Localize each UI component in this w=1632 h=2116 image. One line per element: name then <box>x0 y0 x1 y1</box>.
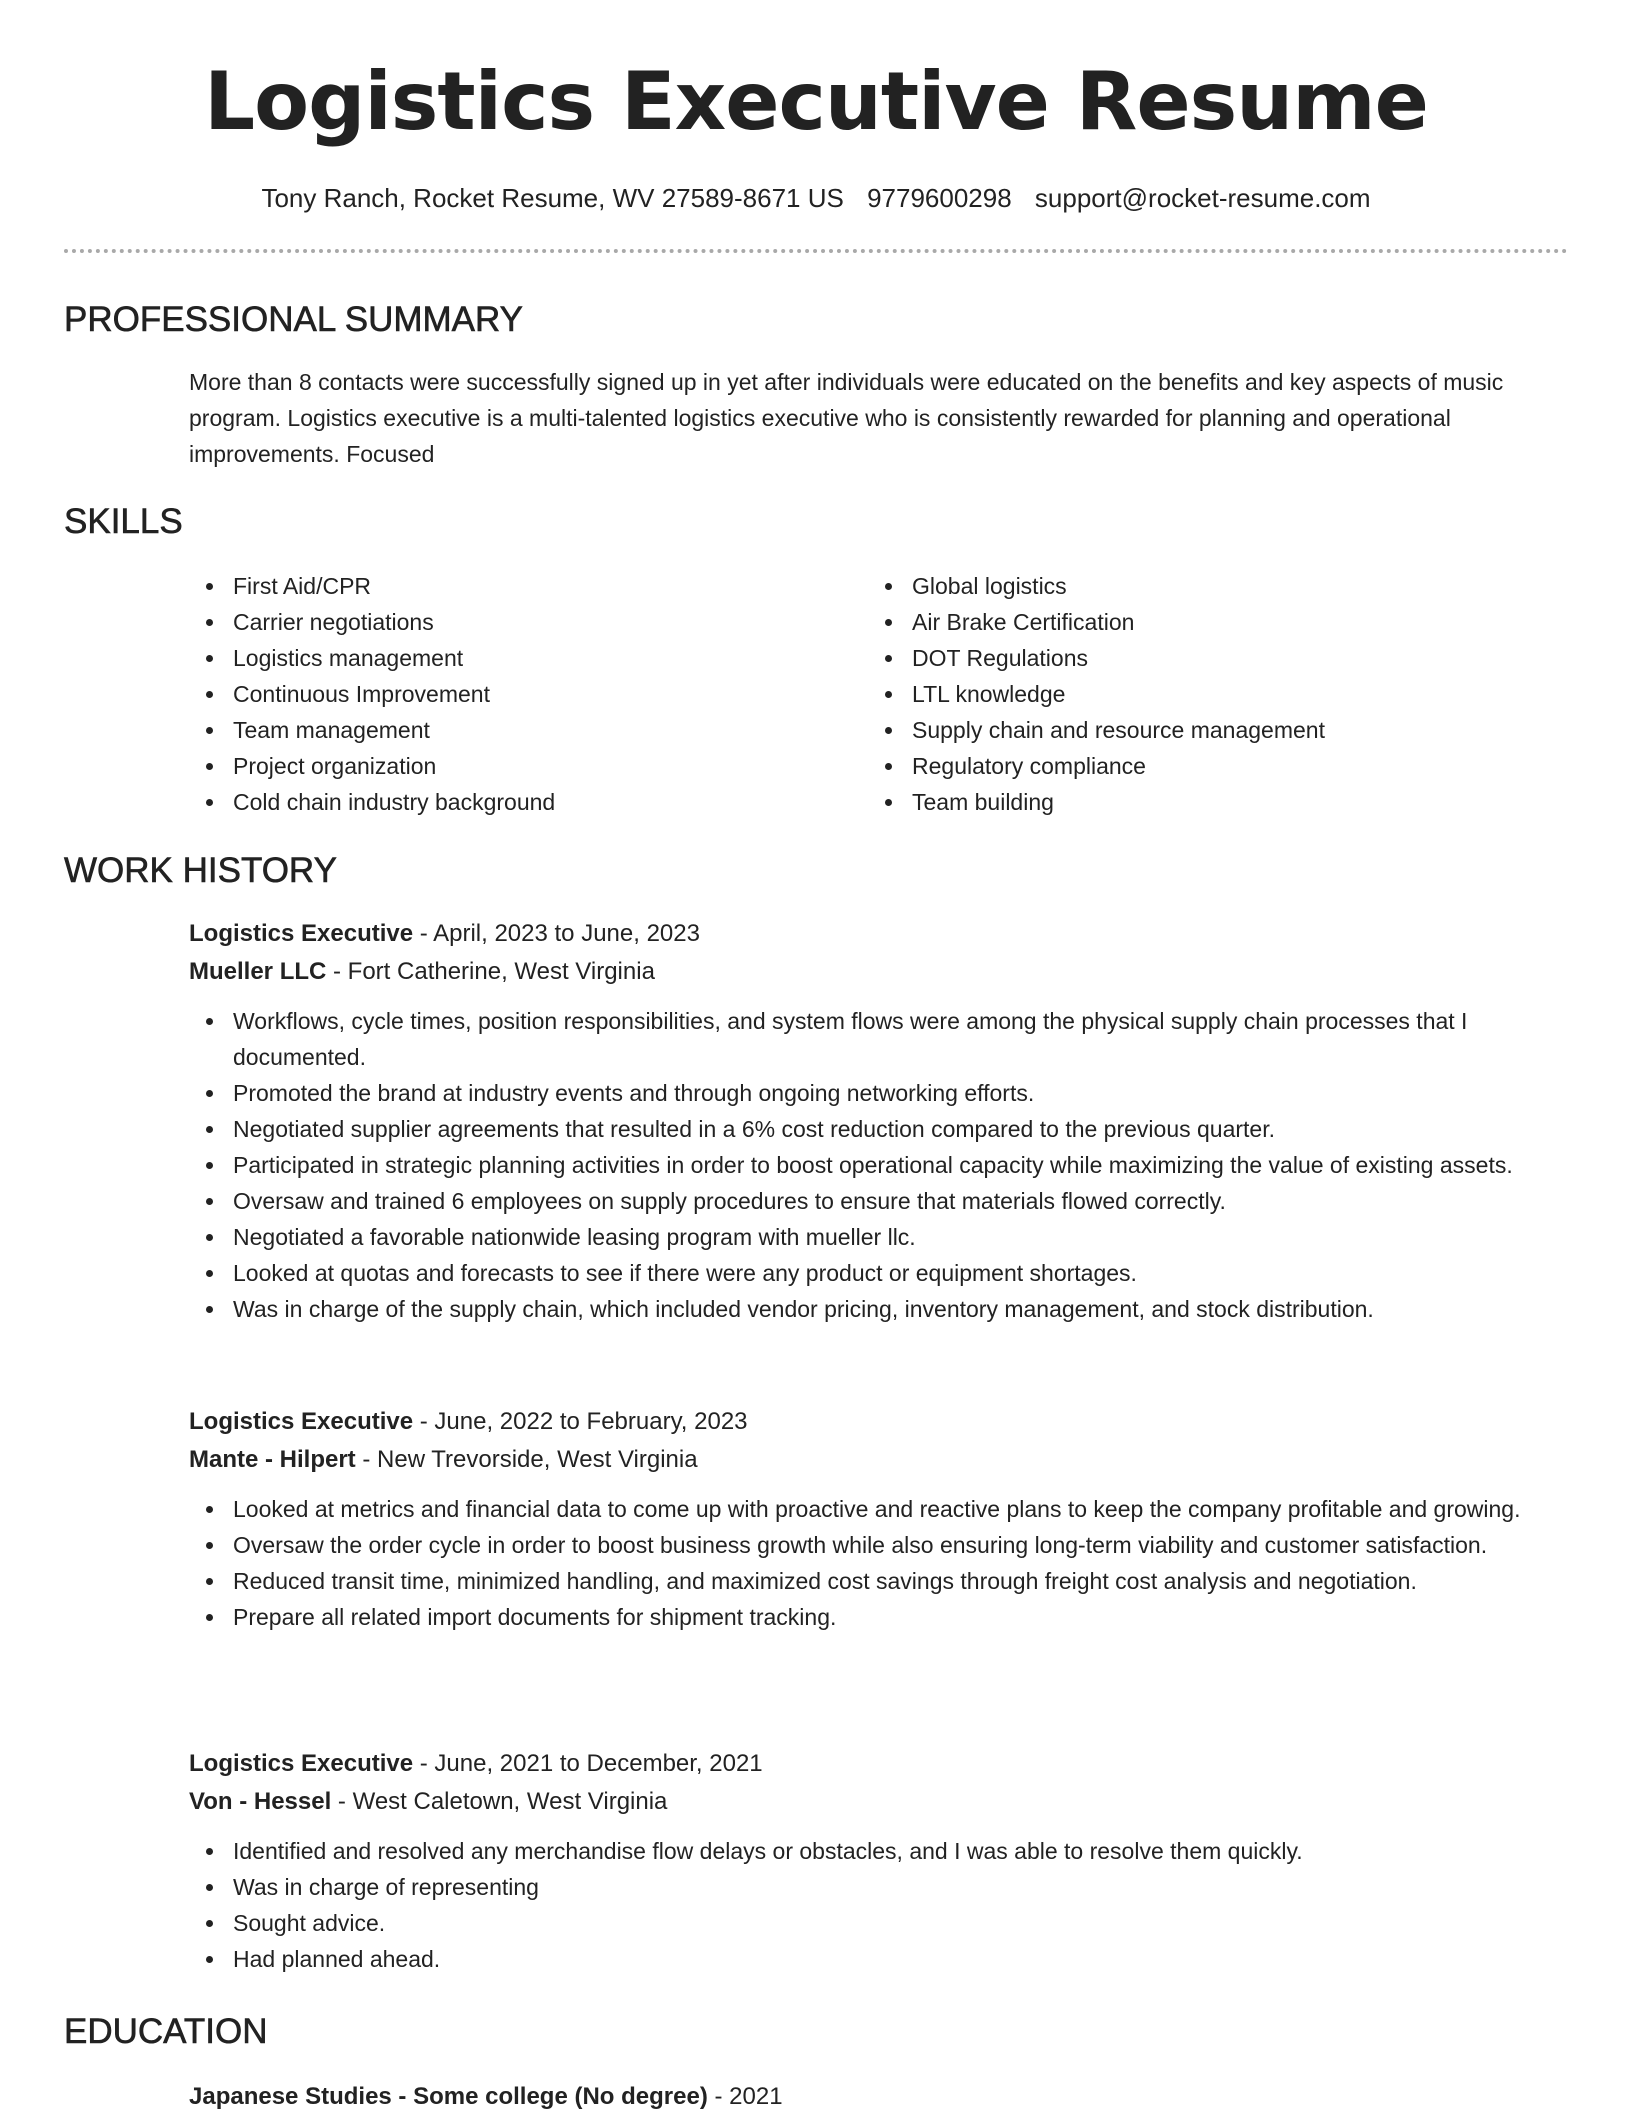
job-bullet: Had planned ahead. <box>189 1941 1569 1977</box>
job-entry <box>189 1403 1569 1635</box>
job-bullet: Was in charge of the supply chain, which included vendor pricing, inventory management, and stock distribution. <box>189 1291 1569 1327</box>
skill-item: Team building <box>868 784 1568 820</box>
job-bullet: Workflows, cycle times, position responsibilities, and system flows were among the physical supply chain processes that I documented. <box>189 1003 1569 1075</box>
skill-item: First Aid/CPR <box>189 568 829 604</box>
skills-heading: SKILLS <box>64 502 183 541</box>
work-history-heading: WORK HISTORY <box>64 851 337 890</box>
job-bullet: Oversaw the order cycle in order to boost business growth while also ensuring long-term viability and customer satisfaction. <box>189 1527 1569 1563</box>
job-title-line <box>189 1403 1569 1441</box>
job-location: - Fort Catherine, West Virginia <box>326 958 655 985</box>
summary-text: More than 8 contacts were successfully signed up in yet after individuals were educated on the benefits and key aspects of music program. Logistics executive is a multi-talented logistics executive who is consistently rewarded for planning and operational improvements. Focused <box>189 369 1504 467</box>
contact-phone: 9779600298 <box>867 183 1012 213</box>
job-title-line <box>189 915 1569 953</box>
job-company: Mante - Hilpert <box>189 1446 356 1473</box>
job-entry <box>189 915 1569 1327</box>
education-heading: EDUCATION <box>64 2012 268 2051</box>
job-bullet: Negotiated supplier agreements that resulted in a 6% cost reduction compared to the previous quarter. <box>189 1111 1569 1147</box>
header-divider <box>64 249 1568 253</box>
skill-item: Global logistics <box>868 568 1568 604</box>
job-bullet: Prepare all related import documents for shipment tracking. <box>189 1599 1569 1635</box>
skill-item: Supply chain and resource management <box>868 712 1568 748</box>
job-title: Logistics Executive <box>189 1750 414 1777</box>
job-dates: - June, 2022 to February, 2023 <box>413 1408 748 1435</box>
job-location: - West Caletown, West Virginia <box>331 1788 668 1815</box>
job-bullet: Looked at metrics and financial data to come up with proactive and reactive plans to keep the company profitable and growing. <box>189 1491 1569 1527</box>
skill-item: Carrier negotiations <box>189 604 829 640</box>
job-bullet: Identified and resolved any merchandise flow delays or obstacles, and I was able to resolve them quickly. <box>189 1833 1569 1869</box>
job-bullet: Sought advice. <box>189 1905 1569 1941</box>
education-year: - 2021 <box>707 2083 783 2110</box>
job-bullets <box>189 1003 1569 1327</box>
job-title: Logistics Executive <box>189 920 414 947</box>
skill-item: Team management <box>189 712 829 748</box>
job-company-line <box>189 1441 1569 1479</box>
job-title-line <box>189 1745 1569 1783</box>
skill-item: Project organization <box>189 748 829 784</box>
job-bullets <box>189 1833 1569 1977</box>
skill-item: Cold chain industry background <box>189 784 829 820</box>
skills-list-right <box>868 568 1568 820</box>
skill-item: Continuous Improvement <box>189 676 829 712</box>
job-entry <box>189 1745 1569 1977</box>
job-bullet: Negotiated a favorable nationwide leasing program with mueller llc. <box>189 1219 1569 1255</box>
job-bullet: Oversaw and trained 6 employees on supply procedures to ensure that materials flowed correctly. <box>189 1183 1569 1219</box>
job-company: Von - Hessel <box>189 1788 332 1815</box>
education-entry <box>189 2078 783 2116</box>
skill-item: LTL knowledge <box>868 676 1568 712</box>
job-location: - New Trevorside, West Virginia <box>355 1446 698 1473</box>
skill-item: DOT Regulations <box>868 640 1568 676</box>
skill-item: Air Brake Certification <box>868 604 1568 640</box>
job-bullet: Participated in strategic planning activities in order to boost operational capacity while maximizing the value of existing assets. <box>189 1147 1569 1183</box>
job-bullet: Was in charge of representing <box>189 1869 1569 1905</box>
contact-address: Tony Ranch, Rocket Resume, WV 27589-8671 US <box>261 183 844 213</box>
contact-email[interactable]: support@rocket-resume.com <box>1034 183 1371 213</box>
job-company-line <box>189 1783 1569 1821</box>
summary-heading: PROFESSIONAL SUMMARY <box>64 300 523 339</box>
job-bullets <box>189 1491 1569 1635</box>
skill-item: Logistics management <box>189 640 829 676</box>
resume-title: Logistics Executive Resume <box>204 55 1428 148</box>
job-dates: - April, 2023 to June, 2023 <box>413 920 700 947</box>
job-company: Mueller LLC <box>189 958 327 985</box>
job-bullet: Promoted the brand at industry events and through ongoing networking efforts. <box>189 1075 1569 1111</box>
contact-line <box>0 180 1632 216</box>
job-title: Logistics Executive <box>189 1408 414 1435</box>
education-degree: Japanese Studies - Some college (No degree) <box>189 2083 708 2110</box>
job-bullet: Reduced transit time, minimized handling, and maximized cost savings through freight cost analysis and negotiation. <box>189 1563 1569 1599</box>
job-dates: - June, 2021 to December, 2021 <box>413 1750 763 1777</box>
job-bullet: Looked at quotas and forecasts to see if there were any product or equipment shortages. <box>189 1255 1569 1291</box>
skills-list-left <box>189 568 829 820</box>
job-company-line <box>189 953 1569 991</box>
skill-item: Regulatory compliance <box>868 748 1568 784</box>
